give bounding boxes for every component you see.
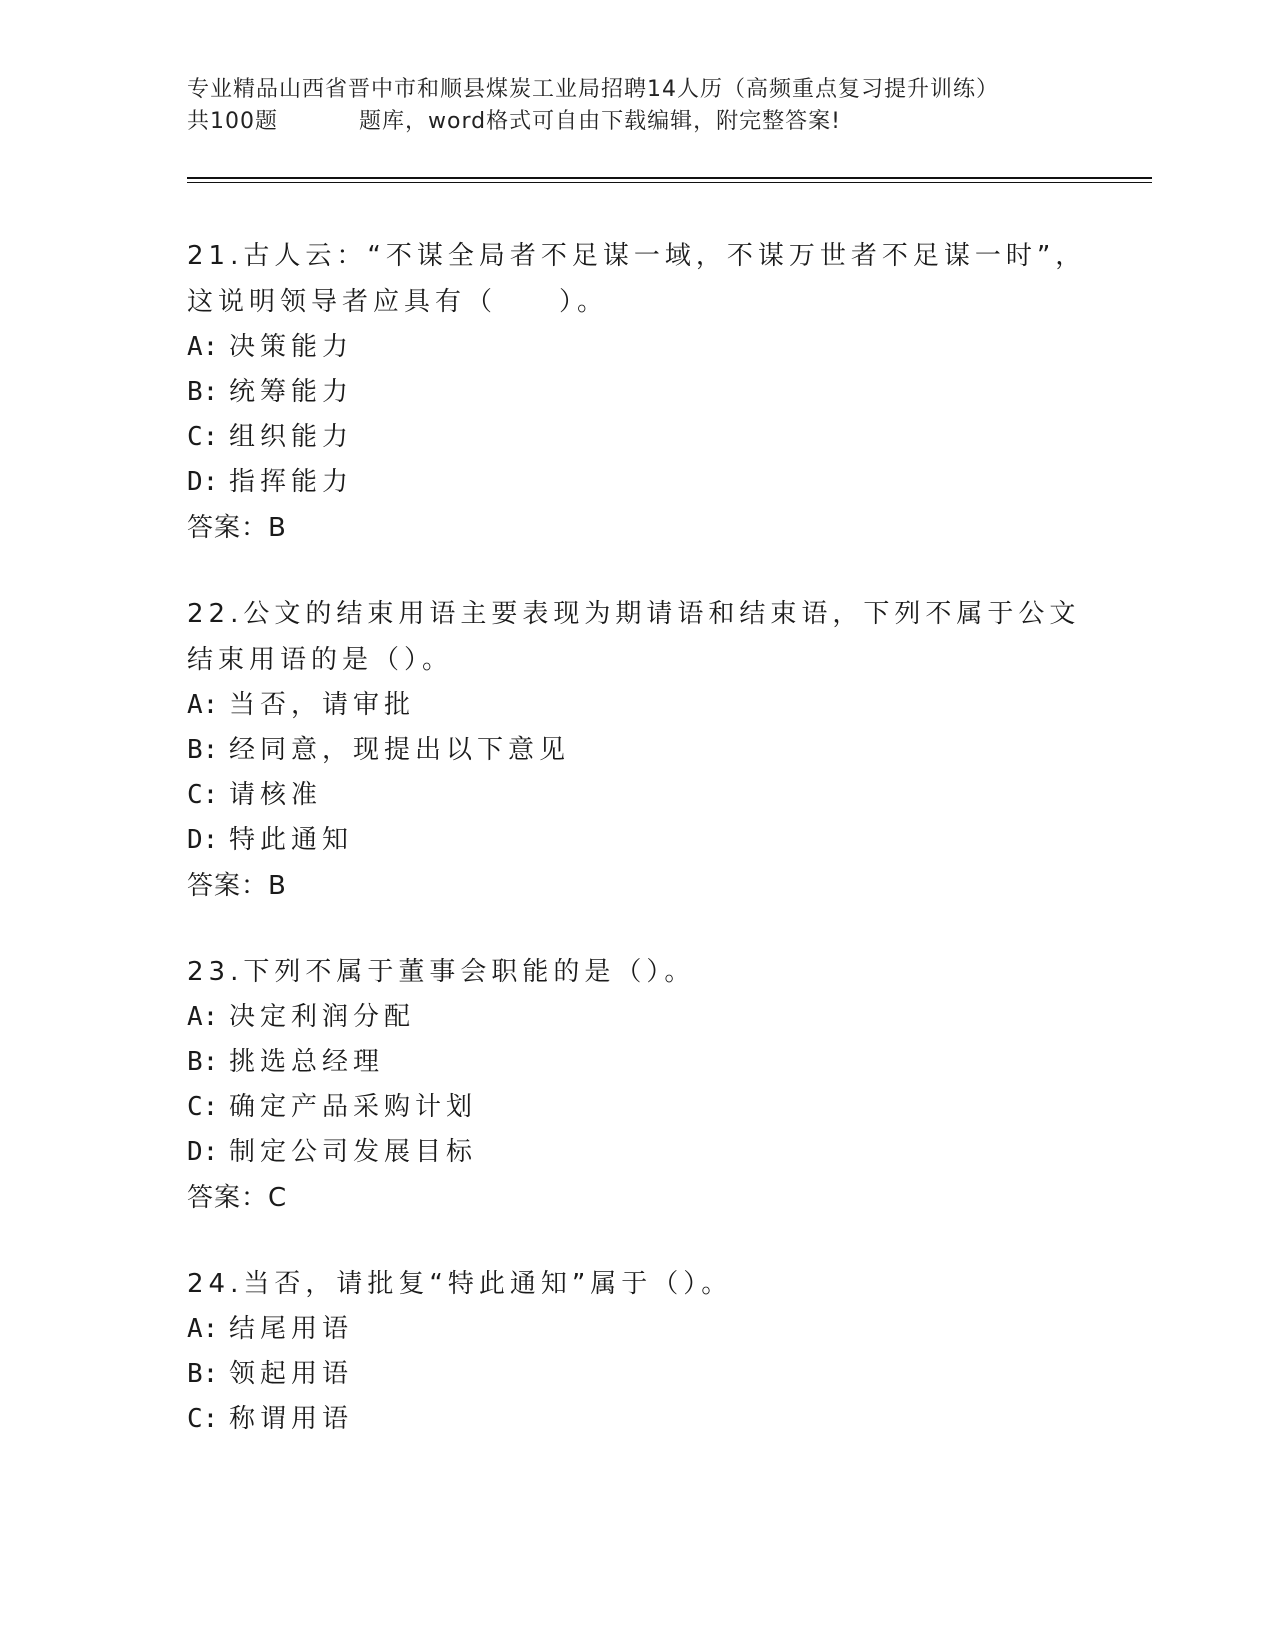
option-key: C: (187, 1092, 219, 1122)
option-key: D: (187, 467, 219, 497)
option-d (187, 460, 1087, 505)
header-rule-thin (187, 182, 1152, 183)
question-list (187, 233, 1087, 1482)
question-text: 21.古人云：“不谋全局者不足谋一域，不谋万世者不足谋一时”，这说明领导者应具有（ ）。 (187, 241, 1087, 317)
option-a (187, 1307, 1087, 1352)
option-key: B: (187, 1047, 219, 1077)
document-header (187, 74, 1087, 138)
option-a (187, 995, 1087, 1040)
header-description: 题库，word格式可自由下载编辑，附完整答案! (359, 109, 841, 134)
option-key: D: (187, 1137, 219, 1167)
option-a (187, 683, 1087, 728)
option-key: B: (187, 735, 219, 765)
option-c (187, 1085, 1087, 1130)
option-text: 统筹能力 (229, 377, 354, 407)
option-c (187, 415, 1087, 460)
option-key: A: (187, 690, 219, 720)
question-text: 23.下列不属于董事会职能的是（）。 (187, 957, 696, 987)
option-text: 结尾用语 (229, 1314, 354, 1344)
option-text: 称谓用语 (229, 1404, 354, 1434)
answer-line: 答案：B (187, 513, 287, 543)
option-d (187, 818, 1087, 863)
option-key: A: (187, 1002, 219, 1032)
option-text: 当否，请审批 (229, 690, 416, 720)
option-text: 特此通知 (229, 825, 354, 855)
option-key: C: (187, 422, 219, 452)
question-text: 22.公文的结束用语主要表现为期请语和结束语，下列不属于公文结束用语的是（）。 (187, 599, 1081, 675)
option-text: 挑选总经理 (229, 1047, 385, 1077)
option-text: 决策能力 (229, 332, 354, 362)
option-text: 指挥能力 (229, 467, 354, 497)
option-text: 制定公司发展目标 (229, 1137, 478, 1167)
option-a (187, 325, 1087, 370)
option-text: 确定产品采购计划 (229, 1092, 478, 1122)
option-key: A: (187, 332, 219, 362)
question-23 (187, 949, 1087, 1221)
question-21 (187, 233, 1087, 551)
question-24 (187, 1261, 1087, 1442)
question-22 (187, 591, 1087, 909)
option-b (187, 370, 1087, 415)
option-text: 请核准 (229, 780, 323, 810)
header-rule-thick (187, 177, 1152, 179)
header-question-count: 共100题 (187, 109, 278, 134)
option-key: C: (187, 1404, 219, 1434)
answer-line: 答案：B (187, 871, 287, 901)
question-text: 24.当否，请批复“特此通知”属于（）。 (187, 1269, 733, 1299)
option-b (187, 1352, 1087, 1397)
option-c (187, 773, 1087, 818)
option-text: 领起用语 (229, 1359, 354, 1389)
option-d (187, 1130, 1087, 1175)
option-b (187, 728, 1087, 773)
header-title: 专业精品山西省晋中市和顺县煤炭工业局招聘14人历（高频重点复习提升训练） (187, 77, 999, 102)
option-key: C: (187, 780, 219, 810)
answer-line: 答案：C (187, 1183, 288, 1213)
option-b (187, 1040, 1087, 1085)
option-key: B: (187, 1359, 219, 1389)
option-text: 经同意，现提出以下意见 (229, 735, 571, 765)
option-c (187, 1397, 1087, 1442)
option-key: D: (187, 825, 219, 855)
option-text: 决定利润分配 (229, 1002, 416, 1032)
header-subtitle (187, 106, 1087, 138)
option-key: B: (187, 377, 219, 407)
option-text: 组织能力 (229, 422, 354, 452)
option-key: A: (187, 1314, 219, 1344)
